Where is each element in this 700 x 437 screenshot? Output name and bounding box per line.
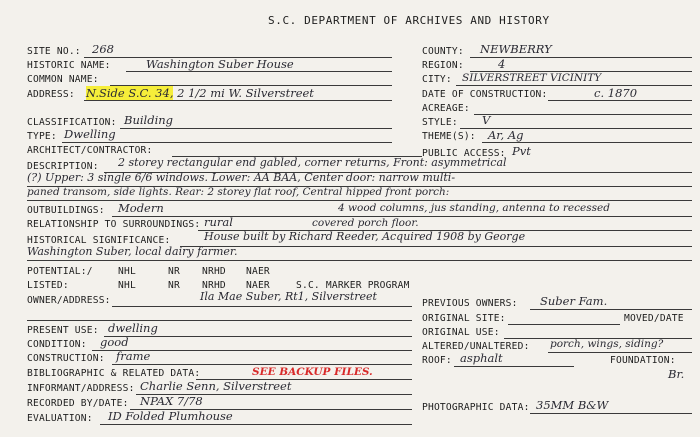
label-themes: THEME(S):	[422, 131, 476, 142]
value-style: V	[482, 113, 491, 127]
value-recorded-by: NPAX 7/78	[140, 394, 203, 408]
value-themes: Ar, Ag	[488, 128, 524, 142]
label-relationship: RELATIONSHIP TO SURROUNDINGS:	[27, 219, 201, 230]
label-public-access: PUBLIC ACCESS:	[422, 148, 506, 159]
label-acreage: ACREAGE:	[422, 103, 470, 114]
rule	[456, 85, 692, 86]
label-moved-date: MOVED/DATE	[624, 313, 684, 324]
value-roof: asphalt	[460, 351, 503, 365]
label-construction: CONSTRUCTION:	[27, 353, 105, 364]
label-county: COUNTY:	[422, 46, 464, 57]
description-line-5: covered porch floor.	[312, 217, 419, 229]
rule	[482, 142, 692, 143]
value-evaluation: ID Folded Plumhouse	[108, 409, 233, 423]
card-title: S.C. DEPARTMENT OF ARCHIVES AND HISTORY	[268, 14, 550, 27]
label-original-use: ORIGINAL USE:	[422, 327, 500, 338]
rule	[548, 100, 692, 101]
rule	[27, 320, 412, 321]
value-address	[86, 87, 314, 99]
potential-nr: NR	[168, 266, 180, 277]
label-historical-significance: HISTORICAL SIGNIFICANCE:	[27, 235, 171, 246]
label-roof: ROOF:	[422, 355, 452, 366]
value-date-construction: c. 1870	[594, 86, 638, 100]
value-construction: frame	[116, 349, 151, 363]
rule	[530, 413, 692, 414]
label-altered: ALTERED/UNALTERED:	[422, 341, 530, 352]
rule	[530, 309, 692, 310]
label-common-name: COMMON NAME:	[27, 74, 99, 85]
value-site-no: 268	[92, 42, 114, 56]
rule	[84, 100, 392, 101]
label-style: STYLE:	[422, 117, 458, 128]
rule	[112, 306, 412, 307]
rule	[126, 71, 392, 72]
address-rest: 2 1/2 mi W. Silverstreet	[177, 86, 314, 100]
rule	[104, 336, 412, 337]
value-owner-address: Ila Mae Suber, Rt1, Silverstreet	[200, 290, 377, 303]
description-line-2: (?) Upper: 3 single 6/6 windows. Lower: AA BAA, Center door: narrow multi-	[27, 171, 456, 184]
listed-nrhd: NRHD	[202, 280, 226, 291]
label-classification: CLASSIFICATION:	[27, 117, 117, 128]
label-address: ADDRESS:	[27, 89, 75, 100]
value-present-use: dwelling	[108, 321, 158, 335]
label-foundation: FOUNDATION:	[610, 355, 676, 366]
description-line-4: 4 wood columns, jus standing, antenna to recessed	[338, 202, 610, 214]
label-historic-name: HISTORIC NAME:	[27, 60, 111, 71]
label-condition: CONDITION:	[27, 339, 87, 350]
value-county: NEWBERRY	[480, 42, 552, 56]
rule	[62, 142, 392, 143]
rule	[27, 260, 692, 261]
rule	[548, 352, 692, 353]
listed-naer: NAER	[246, 280, 270, 291]
value-photographic-data: 35MM B&W	[536, 398, 609, 412]
significance-line-1: House built by Richard Reeder, Acquired 1908 by George	[204, 230, 526, 243]
label-recorded-by: RECORDED BY/DATE:	[27, 398, 129, 409]
value-altered: porch, wings, siding?	[550, 338, 664, 350]
label-photographic-data: PHOTOGRAPHIC DATA:	[422, 402, 530, 413]
potential-nrhd: NRHD	[202, 266, 226, 277]
value-relationship: rural	[204, 215, 233, 229]
description-line-3: paned transom, side lights. Rear: 2 storey flat roof, Central hipped front porch:	[27, 186, 450, 198]
label-description: DESCRIPTION:	[27, 161, 99, 172]
label-previous-owners: PREVIOUS OWNERS:	[422, 298, 518, 309]
label-listed: LISTED:	[27, 280, 69, 291]
value-foundation: Br.	[668, 367, 685, 381]
listed-nr: NR	[168, 280, 180, 291]
label-architect: ARCHITECT/CONTRACTOR:	[27, 145, 153, 156]
label-type: TYPE:	[27, 131, 57, 142]
label-present-use: PRESENT USE:	[27, 325, 99, 336]
label-marker-program: S.C. MARKER PROGRAM	[296, 280, 410, 291]
rule	[100, 424, 412, 425]
value-type: Dwelling	[64, 127, 116, 141]
label-original-site: ORIGINAL SITE:	[422, 313, 506, 324]
label-bibliographic: BIBLIOGRAPHIC & RELATED DATA:	[27, 368, 201, 379]
label-owner-address: OWNER/ADDRESS:	[27, 295, 111, 306]
significance-line-2: Washington Suber, local dairy farmer.	[27, 245, 238, 258]
value-outbuildings: Modern	[118, 201, 164, 215]
value-classification: Building	[124, 113, 174, 127]
listed-nhl: NHL	[118, 280, 136, 291]
potential-nhl: NHL	[118, 266, 136, 277]
rule	[474, 114, 692, 115]
label-informant: INFORMANT/ADDRESS:	[27, 383, 135, 394]
rule	[112, 364, 412, 365]
potential-naer: NAER	[246, 266, 270, 277]
value-previous-owners: Suber Fam.	[540, 294, 608, 308]
label-date-construction: DATE OF CONSTRUCTION:	[422, 89, 548, 100]
label-potential: POTENTIAL:/	[27, 266, 93, 277]
label-city: CITY:	[422, 74, 452, 85]
address-highlight: N.Side S.C. 34,	[86, 86, 174, 100]
label-region: REGION:	[422, 60, 464, 71]
value-historic-name: Washington Suber House	[146, 57, 294, 71]
label-site-no: SITE NO.:	[27, 46, 81, 57]
value-informant: Charlie Senn, Silverstreet	[140, 379, 292, 393]
rule	[454, 366, 574, 367]
value-region: 4	[498, 57, 506, 71]
value-condition: good	[100, 335, 129, 349]
value-public-access: Pvt	[512, 144, 531, 158]
label-outbuildings: OUTBUILDINGS:	[27, 205, 105, 216]
rule	[508, 324, 620, 325]
description-line-1: 2 storey rectangular end gabled, corner returns, Front: asymmetrical	[118, 156, 507, 169]
label-evaluation: EVALUATION:	[27, 413, 93, 424]
rule	[120, 128, 392, 129]
value-bibliographic: SEE BACKUP FILES.	[252, 366, 373, 378]
rule	[180, 246, 692, 247]
value-city: SILVERSTREET VICINITY	[462, 72, 602, 84]
